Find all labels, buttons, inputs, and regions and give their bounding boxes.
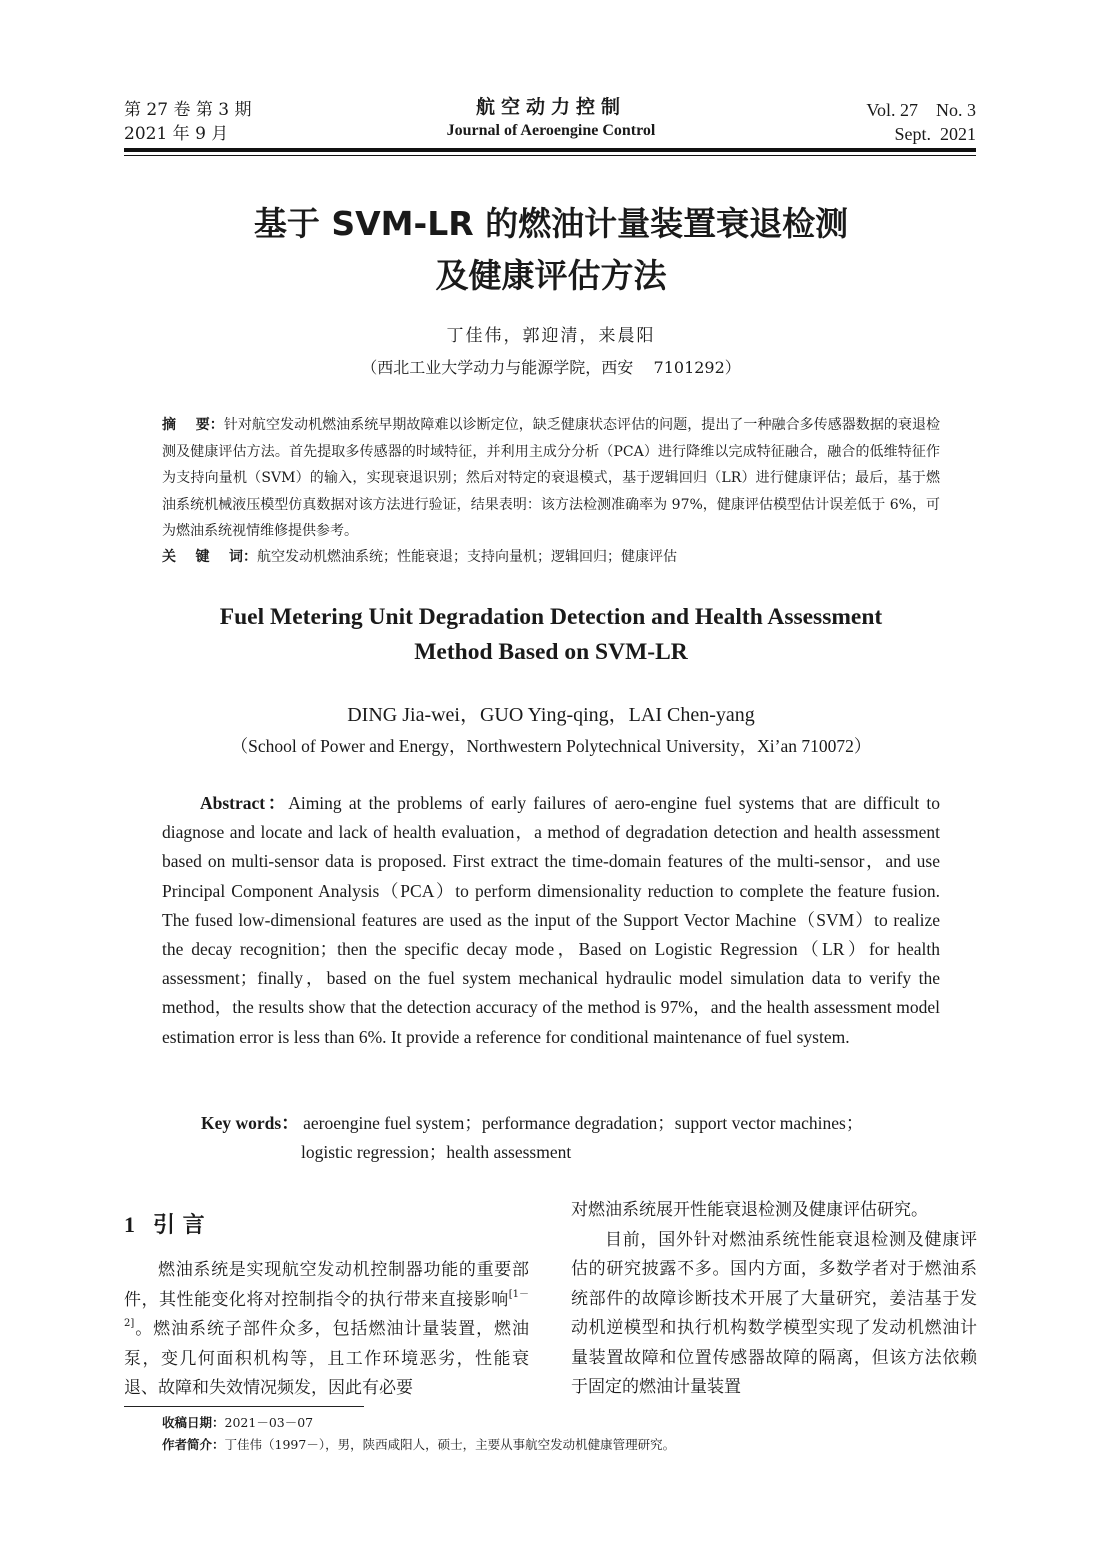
header-volume-en: Vol. 27 No. 3: [866, 100, 976, 120]
affiliation-cn: （西北工业大学动力与能源学院，西安 7101292）: [361, 358, 741, 377]
body-left-text-a: 燃油系统是实现航空发动机控制器功能的重要部件，其性能变化将对控制指令的执行带来直接影响: [124, 1260, 529, 1310]
footnote-author-value: 丁佳伟（1997－），男，陕西咸阳人，硕士，主要从事航空发动机健康管理研究。: [224, 1437, 676, 1452]
footnote-rule: [124, 1406, 364, 1407]
keywords-en-line2: logistic regression；health assessment: [301, 1142, 572, 1163]
abstract-en-text: Aiming at the problems of early failures of aero-engine fuel systems that are difficult to diagnose and locate and lack of health evaluation，a method of degradation detection and health assessment based on multi-sensor data is proposed. First extract the time-domain features of the multi-sensor，and use Principal Component Analysis（PCA）to perform dimensionality reduction to complete the feature fusion. The fused low-dimensional features are used as the input of the Support Vector Machine（SVM）to realize the decay recognition；then the specific decay mode，Based on Logistic Regression（LR）for health assessment；finally，based on the fuel system mechanical hydraulic model simulation data to verify the method，the results show that the detection accuracy of the method is 97%，and the health assessment model estimation error is less than 6%. It provide a reference for conditional maintenance of fuel system.: [162, 793, 941, 1047]
header-date-en: Sept. 2021: [894, 124, 976, 144]
footnote: [162, 1412, 962, 1456]
header-volume-block: [866, 98, 976, 146]
header-issue-block: [124, 98, 251, 146]
abstract-cn: [162, 412, 940, 545]
journal-name-cn: 航空动力控制: [475, 96, 626, 118]
abstract-en-label: Abstract：: [200, 793, 289, 813]
affiliation-en: （School of Power and Energy，Northwestern Polytechnical University，Xi’an 710072）: [230, 736, 872, 756]
body-left-text-b: 。燃油系统子部件众多，包括燃油计量装置，燃油泵，变几何面积机构等，且工作环境恶劣，性能衰退、故障和失效情况频发，因此有必要: [124, 1319, 529, 1398]
header-journal-block: [380, 94, 722, 142]
authors-cn: 丁佳伟，郭迎清，来晨阳: [446, 326, 656, 346]
paper-title-en: [150, 600, 952, 670]
abstract-en: [162, 789, 940, 1052]
citation-ref[interactable]: [1－2]: [124, 1288, 529, 1329]
header-rule-thick: [124, 148, 976, 152]
header-date-cn: 2021 年 9 月: [124, 124, 229, 144]
header-issue-cn: 第 27 卷 第 3 期: [124, 100, 252, 120]
section-title: 引 言: [153, 1213, 205, 1238]
body-right-column: [571, 1196, 977, 1403]
footnote-author-label: 作者简介：: [162, 1437, 225, 1452]
footnote-received-value: 2021－03－07: [224, 1415, 314, 1430]
paper-title-cn-line1: 基于 SVM-LR 的燃油计量装置衰退检测: [253, 204, 849, 243]
footnote-received-label: 收稿日期：: [162, 1415, 225, 1430]
body-left-column: [124, 1256, 529, 1404]
keywords-en: [201, 1109, 941, 1167]
journal-name-en: Journal of Aeroengine Control: [446, 122, 656, 139]
body-paragraph: [124, 1256, 529, 1404]
footnote-author: [162, 1434, 962, 1456]
paper-title-en-line1: Fuel Metering Unit Degradation Detection and Health Assessment: [219, 604, 883, 630]
keywords-cn: [162, 544, 940, 570]
section-number: 1: [124, 1212, 135, 1237]
keywords-cn-text: 航空发动机燃油系统；性能衰退；支持向量机；逻辑回归；健康评估: [257, 549, 677, 565]
paper-title-cn: [120, 198, 982, 302]
keywords-cn-label: 关 键 词：: [162, 549, 257, 565]
header-rule-thin: [124, 155, 976, 156]
footnote-received: [162, 1412, 962, 1434]
paper-title-en-line2: Method Based on SVM-LR: [414, 639, 688, 665]
abstract-cn-label: 摘 要：: [162, 417, 224, 433]
authors-en: DING Jia-wei，GUO Ying-qing，LAI Chen-yang: [347, 704, 755, 726]
section-heading: [124, 1210, 205, 1241]
keywords-en-label: Key words：: [201, 1113, 299, 1133]
abstract-cn-text: 针对航空发动机燃油系统早期故障难以诊断定位，缺乏健康状态评估的问题，提出了一种融合多传感器数据的衰退检测及健康评估方法。首先提取多传感器的时域特征，并利用主成分分析（PCA）进行降维以完成特征融合，融合的低维特征作为支持向量机（SVM）的输入，实现衰退识别；然后对特定的衰退模式，基于逻辑回归（LR）进行健康评估；最后，基于燃油系统机械液压模型仿真数据对该方法进行验证，结果表明：该方法检测准确率为 97%，健康评估模型估计误差低于 6%，可为燃油系统视情维修提供参考。: [162, 417, 941, 539]
body-paragraph-continued: 对燃油系统展开性能衰退检测及健康评估研究。: [571, 1200, 928, 1220]
keywords-en-line1: aeroengine fuel system；performance degradation；support vector machines；: [303, 1113, 864, 1133]
paper-title-cn-line2: 及健康评估方法: [435, 256, 667, 295]
body-paragraph: 目前，国外针对燃油系统性能衰退检测及健康评估的研究披露不多。国内方面，多数学者对于燃油系统部件的故障诊断技术开展了大量研究，姜洁基于发动机逆模型和执行机构数学模型实现了发动机燃油计量装置故障和位置传感器故障的隔离，但该方法依赖于固定的燃油计量装置: [571, 1229, 977, 1397]
